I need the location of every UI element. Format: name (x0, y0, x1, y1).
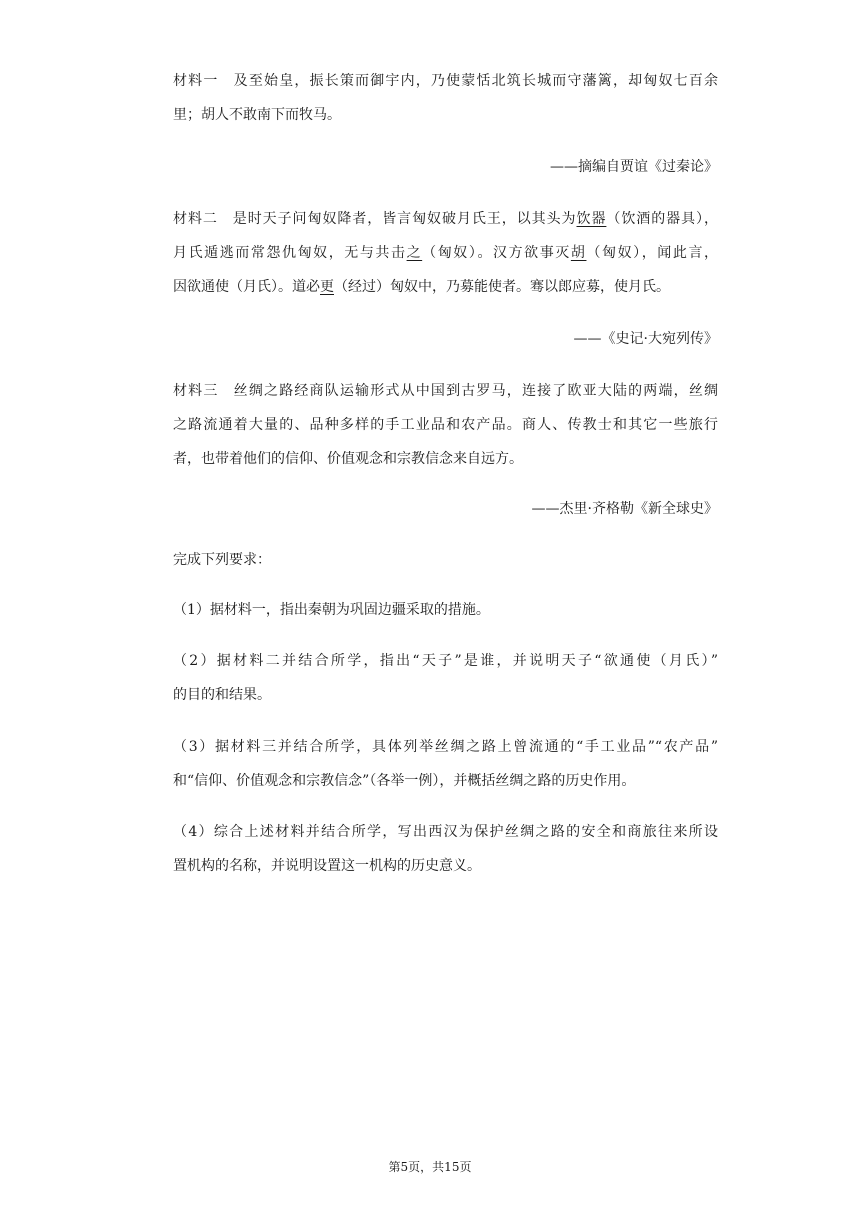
material-2-line-3 (173, 270, 718, 304)
material-2-line-2 (173, 236, 718, 270)
material-3-line-2: 之路流通着大量的、品种多样的手工业品和农产品。商人、传教士和其它一些旅行 (173, 417, 718, 433)
underlined-term: 饮器 (576, 211, 607, 227)
material-3-line-1: 材料三 丝绸之路经商队运输形式从中国到古罗马，连接了欧亚大陆的两端，丝绸 (173, 383, 718, 399)
text-segment: 月氏遁逃而常怨仇匈奴，无与共击 (173, 245, 407, 261)
instructions (173, 543, 718, 577)
material-2 (173, 202, 718, 304)
page-number-footer: 第5页，共15页 (388, 1160, 472, 1174)
material-1-line-2: 里；胡人不敢南下而牧马。 (173, 107, 341, 123)
text-segment: （饮酒的器具）， (606, 211, 719, 227)
material-2-source: ——《史记·大宛列传》 (573, 331, 718, 347)
question-2-line-2: 的目的和结果。 (173, 687, 271, 703)
material-1 (173, 64, 718, 132)
material-1-line-1: 材料一 及至始皇，振长策而御宇内，乃使蒙恬北筑长城而守藩篱，却匈奴七百余 (173, 73, 718, 89)
underlined-term: 胡 (570, 245, 587, 261)
text-segment: （经过）匈奴中，乃募能使者。骞以郎应募，使月氏。 (334, 279, 670, 295)
material-1-source: ——摘编自贾谊《过秦论》 (550, 159, 718, 175)
question-1-text: （1）据材料一，指出秦朝为巩固边疆采取的措施。 (173, 602, 490, 618)
question-1 (173, 593, 718, 627)
text-segment: （匈奴），闻此言， (586, 245, 719, 261)
material-3-line-3: 者，也带着他们的信仰、价值观念和宗教信念来自远方。 (173, 451, 523, 467)
question-4-line-1: （4）综合上述材料并结合所学，写出西汉为保护丝绸之路的安全和商旅往来所设 (173, 824, 718, 840)
question-4 (173, 815, 718, 883)
material-3-source: ——杰里·齐格勒《新全球史》 (531, 501, 718, 517)
material-2-line-1 (173, 202, 718, 236)
question-4-line-2: 置机构的名称，并说明设置这一机构的历史意义。 (173, 858, 481, 874)
question-3-line-2: 和“信仰、价值观念和宗教信念”（各举一例），并概括丝绸之路的历史作用。 (173, 773, 636, 789)
question-2 (173, 644, 718, 712)
question-3-line-1: （3）据材料三并结合所学，具体列举丝绸之路上曾流通的“手工业品”“农产品” (173, 739, 718, 755)
question-3 (173, 730, 718, 798)
material-3 (173, 374, 718, 476)
text-segment: （匈奴）。汉方欲事灭 (422, 245, 571, 261)
text-segment: 因欲通使（月氏）。道必 (173, 279, 320, 295)
instructions-text: 完成下列要求： (173, 552, 271, 568)
underlined-term: 更 (320, 279, 334, 295)
text-segment: 材料二 是时天子问匈奴降者，皆言匈奴破月氏王，以其头为 (173, 211, 577, 227)
underlined-term: 之 (406, 245, 423, 261)
question-2-line-1: （2）据材料二并结合所学，指出“天子”是谁，并说明天子“欲通使（月氏）” (173, 653, 718, 669)
